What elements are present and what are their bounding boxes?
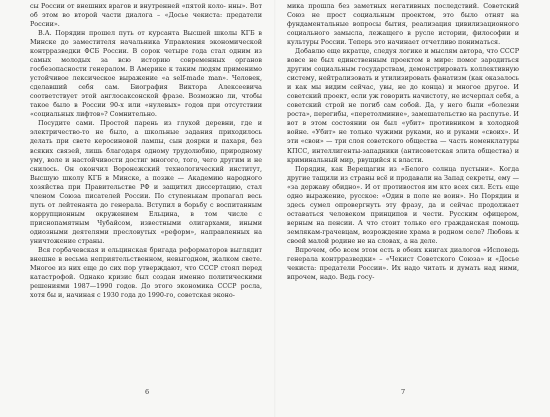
right-paragraph-1: мика прошла без заметных негативных последствий. Советский Союз не прост социальным проектом, это было отнят на фундаментальные вопросы бытия, реализация цивилизационного социального замысла, лежащего в русле истории, философии и культуры России. Теперь это начинает отчетливо пониматься. xyxy=(287,2,519,47)
left-paragraph-2: В.А. Порядин прошел путь от курсанта Высшей школы КГБ в Минске до заместителя начальника Управления экономической контрразведки ФСБ России. В сорок четыре года стал одним из самых молодых за всю историю современных органов госбезопасности генералом. В Америке к таким людям применимо устойчивое лексическое выражение «a self-made man». Человек, сделавший себя сам. Биография Виктора Алексеевича соответствует этой англосаксонской фразе. Возможно ли, чтобы такое было в России 90-х или «нулевых» годов при отсутствии «социальных лифтов»? Сомнительно. xyxy=(30,29,262,119)
left-page-number: 6 xyxy=(145,388,150,396)
right-paragraph-3: Порядин, как Верещагин из «Белого солнца пустыни». Когда другие тащили из страны всё и продавали на Запад секреты, ему — «за державу обидно». И от противостоя им кто всех сил. Есть еще одно выражение, русское: «Один в поле не воин». Но Порядин и здесь сумел опровергнуть эту фразу, да и сейчас продолжает оставаться человеком принципов и чести. Русским офицером, верным на пенсии. А что стоит только его гражданская помощь землякам-грачевцам, возрождение храма в родном селе? Любовь к своей малой родине не на словах, а на деле. xyxy=(287,164,519,245)
right-page xyxy=(287,2,519,282)
left-paragraph-1: сы России от внешних врагов и внутренней «пятой коло- нны». Вот об этом во второй части диалога – «Досье чекиста: предатели России». xyxy=(30,2,262,29)
book-gutter xyxy=(274,0,276,417)
right-paragraph-2: Добавлю еще вкратце, следуя логике и мыслям автора, что СССР вовсе не был единственным проектом в мире: помог зародиться другим социальным государствам, демонстрировать коллективную систему, нейтрализовать и утилизировать фанатизм (как оказалось и как мы видим сейчас, увы, не до конца) и многое другое. И советский проект, если уж говорить начистоту, не исчерпал себя, а советский строй не погиб сам собой. Да, у него были «болезни роста», перегибы, «перетолминие», замешательство на распутье. И вот в этом состоянии он был «убит» противником в холодной войне. «Убит» не только чужими руками, но и руками «своих». И эти «свои» — три слоя советского общества — часть номенклатуры КПСС, интеллигенты-западники (антисоветская элита общества) и криминальный мир, рвущийся к власти. xyxy=(287,47,519,164)
right-page-number: 7 xyxy=(401,388,406,396)
left-paragraph-4: Вся горбачевская и ельцинская бригада реформаторов выглядит внешне в весьма неприятельственном, невыгодном, жалком свете. Многое из них еще до сих пор утверждают, что СССР стоял перед катастрофой. Однако кризис был создан именно политическими решениями 1987—1990 годов. До этого экономика СССР росла, хотя бы и, начиная с 1930 года до 1990-го, советская эконо- xyxy=(30,245,262,299)
left-page xyxy=(30,2,262,300)
left-paragraph-3: Посудите сами. Простой парень из глухой деревни, где и электричество-то не было, а школьные задания приходилось делать при свете керосиновой лампы, сын доярки и пахаря, без всяких связей, лишь благодаря одному трудолюбию, природному уму, воле и настойчивости достиг многого, того, чего другим и не снилось. Он окончил Воронежский технологический институт, Высшую школу КГБ в Минске, а позже — Академию народного хозяйства при Правительстве РФ и защитил диссертацию, стал членом Союза писателей России. По ступенькам пропагал весь путь от лейтенанта до генерала. Вступил в борьбу с воспитанным коррупционным окружением Ельцина, в том числе с приснопамятным Чубайсом, известными олигархами, иными одиозными деятелями пресловутых «реформ», направленных на уничтожение страны. xyxy=(30,119,262,245)
right-paragraph-4: Впрочем, обо всем этом есть в обеих книгах диалогов «Исповедь генерала контрразведки» – «Чекист Советского Союза» и «Досье чекиста: предатели России». Их надо читать и думать над ними, впрочем, надо. Ведь госу- xyxy=(287,245,519,281)
